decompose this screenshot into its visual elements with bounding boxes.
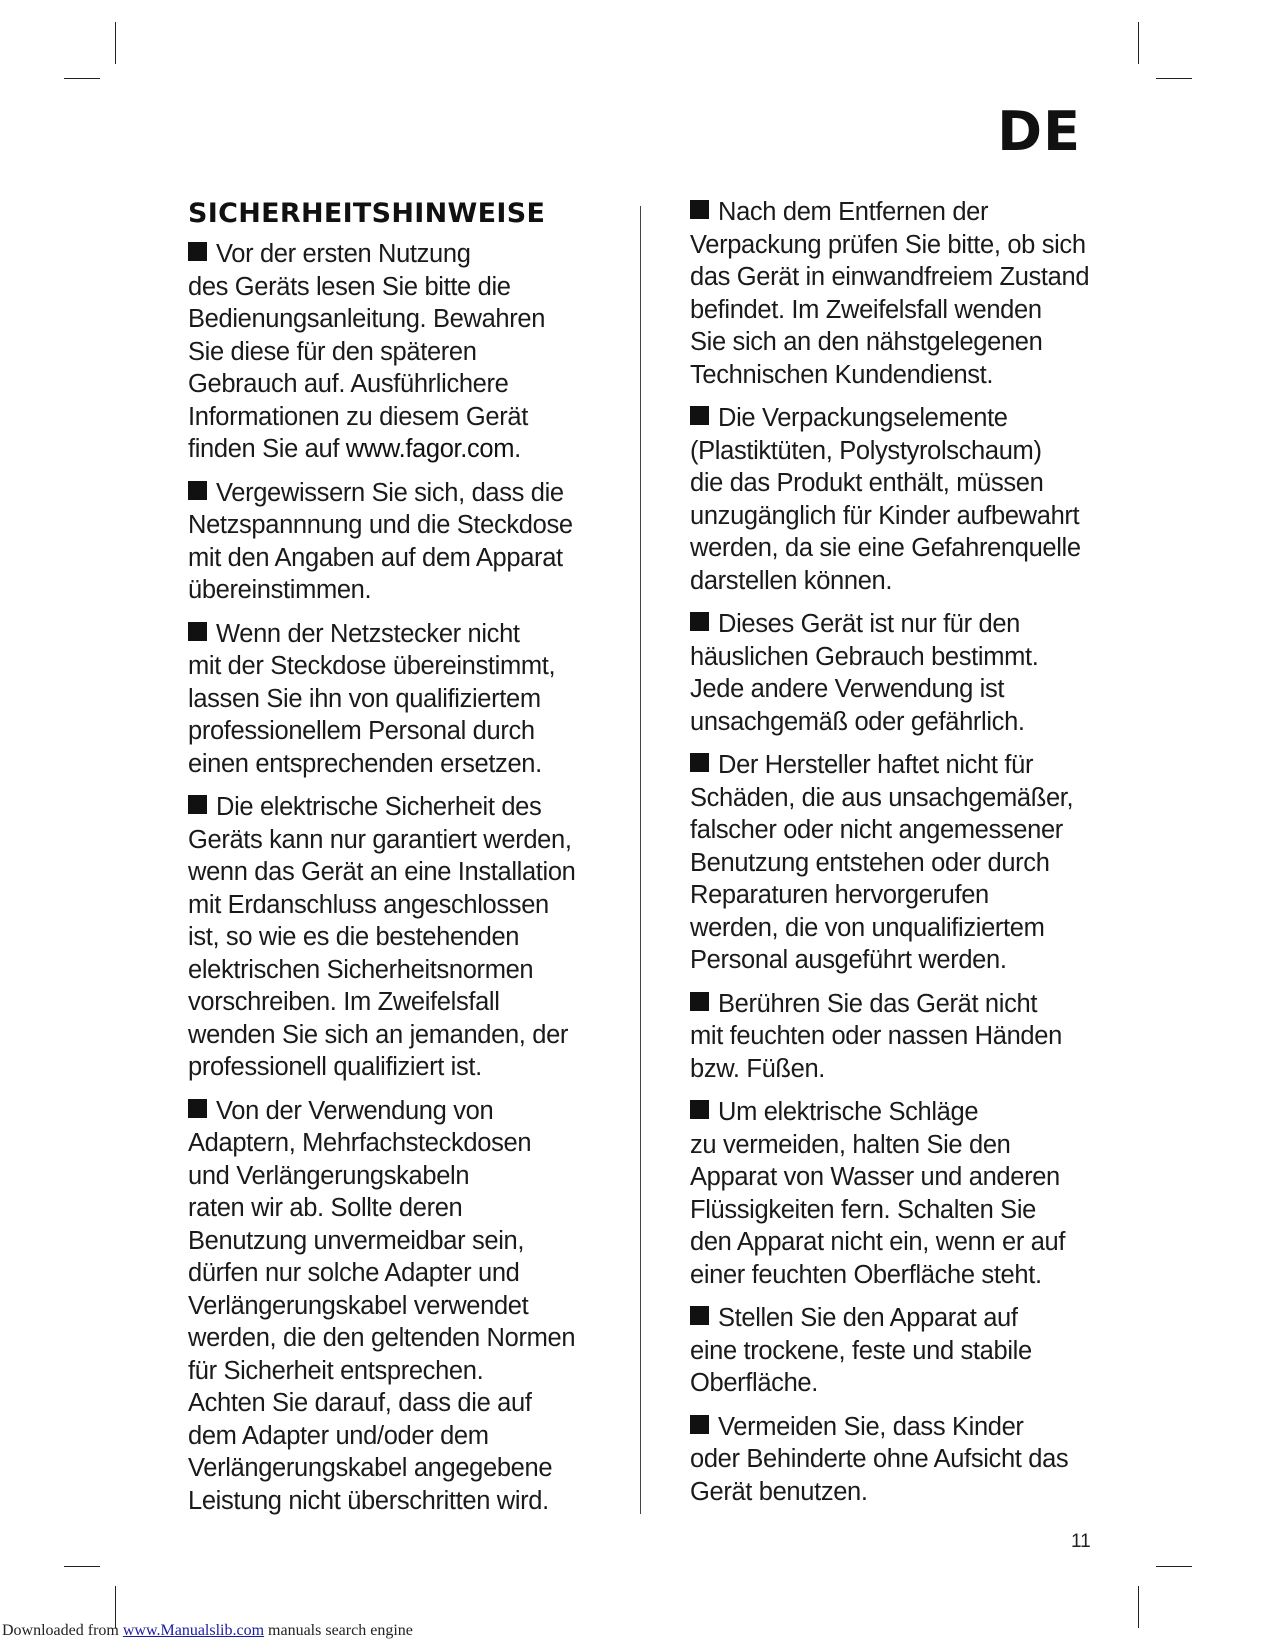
- instruction-line: Sie diese für den späteren: [188, 337, 477, 366]
- safety-instruction: [188, 791, 598, 1084]
- instruction-line: vorschreiben. Im Zweifelsfall: [188, 988, 500, 1016]
- instruction-line: Der Hersteller haftet nicht für: [718, 751, 1034, 779]
- instruction-line: Berühren Sie das Gerät nicht: [718, 989, 1038, 1018]
- instruction-line: raten wir ab. Sollte deren: [188, 1194, 463, 1222]
- safety-instruction: [188, 618, 598, 781]
- instruction-line: ist, so wie es die bestehenden: [188, 923, 520, 951]
- instruction-line: Sie sich an den nähstgelegenen: [690, 328, 1043, 356]
- right-column: [690, 196, 1100, 1519]
- square-bullet-icon: [188, 795, 207, 814]
- crop-mark-top-left-horizontal: [64, 78, 100, 79]
- instruction-line: Geräts kann nur garantiert werden,: [188, 825, 572, 854]
- instruction-line: elektrischen Sicherheitsnormen: [188, 955, 534, 984]
- instruction-line: den Apparat nicht ein, wenn er auf: [690, 1228, 1066, 1256]
- instruction-line: professionellem Personal durch: [188, 717, 535, 745]
- instruction-line: Bedienungsanleitung. Bewahren: [188, 305, 546, 333]
- crop-mark-top-right-vertical: [1138, 22, 1139, 64]
- crop-mark-top-left-vertical: [115, 22, 116, 64]
- safety-instruction: [690, 196, 1100, 391]
- safety-instruction: [690, 402, 1100, 597]
- crop-mark-bottom-left-horizontal: [64, 1566, 100, 1567]
- instruction-line: finden Sie auf: [188, 435, 346, 463]
- instruction-line: zu vermeiden, halten Sie den: [690, 1130, 1011, 1159]
- square-bullet-icon: [188, 481, 207, 500]
- instruction-line: das Gerät in einwandfreiem Zustand: [690, 263, 1090, 291]
- instruction-line: dürfen nur solche Adapter und: [188, 1259, 520, 1287]
- square-bullet-icon: [188, 242, 207, 261]
- website-link[interactable]: www.fagor.com: [345, 435, 515, 463]
- instruction-line: unzugänglich für Kinder aufbewahrt: [690, 501, 1080, 530]
- safety-instruction: [188, 238, 598, 466]
- instruction-line: Verlängerungskabel angegebene: [188, 1454, 553, 1482]
- instruction-line: Informationen zu diesem Gerät: [188, 402, 528, 431]
- instruction-line: Dieses Gerät ist nur für den: [718, 610, 1021, 638]
- instruction-line: mit Erdanschluss angeschlossen: [188, 890, 549, 919]
- instruction-line: befindet. Im Zweifelsfall wenden: [690, 295, 1042, 324]
- square-bullet-icon: [690, 406, 709, 425]
- instruction-line: Netzspannnung und die Steckdose: [188, 511, 573, 539]
- instruction-line: einen entsprechenden ersetzen.: [188, 749, 542, 778]
- safety-instruction: [690, 749, 1100, 977]
- instruction-line: Stellen Sie den Apparat auf: [718, 1304, 1018, 1332]
- instruction-line: Apparat von Wasser und anderen: [690, 1163, 1060, 1191]
- page-number: 11: [1071, 1531, 1091, 1552]
- instruction-line: Nach dem Entfernen der: [718, 198, 989, 226]
- square-bullet-icon: [690, 1306, 709, 1325]
- section-title: SICHERHEITSHINWEISE: [188, 198, 546, 229]
- instruction-line: mit der Steckdose übereinstimmt,: [188, 652, 556, 680]
- instruction-line: Vor der ersten Nutzung: [216, 240, 471, 268]
- instruction-line: (Plastiktüten, Polystyrolschaum): [690, 436, 1042, 465]
- square-bullet-icon: [188, 1099, 207, 1118]
- instruction-line: Adaptern, Mehrfachsteckdosen: [188, 1129, 532, 1157]
- safety-instruction: [188, 477, 598, 607]
- instruction-line: häuslichen Gebrauch bestimmt.: [690, 642, 1039, 671]
- safety-instruction: [690, 1411, 1100, 1509]
- download-footer: [2, 1622, 413, 1640]
- instruction-line: Verpackung prüfen Sie bitte, ob sich: [690, 230, 1086, 259]
- safety-instruction: [690, 1302, 1100, 1400]
- safety-instruction: [690, 1096, 1100, 1291]
- instruction-line: Technischen Kundendienst.: [690, 360, 994, 389]
- square-bullet-icon: [690, 992, 709, 1011]
- instruction-line: Oberfläche.: [690, 1369, 818, 1397]
- instruction-line: des Geräts lesen Sie bitte die: [188, 272, 511, 301]
- instruction-line: übereinstimmen.: [188, 576, 372, 604]
- instruction-line: und Verlängerungskabeln: [188, 1161, 470, 1190]
- instruction-punctuation: .: [514, 435, 521, 463]
- manualslib-link[interactable]: www.Manualslib.com: [122, 1622, 265, 1639]
- square-bullet-icon: [188, 622, 207, 641]
- instruction-line: Leistung nicht überschritten wird.: [188, 1486, 549, 1515]
- instruction-line: Achten Sie darauf, dass die auf: [188, 1389, 532, 1417]
- instruction-line: darstellen können.: [690, 566, 893, 595]
- crop-mark-bottom-right-vertical: [1138, 1586, 1139, 1628]
- instruction-line: eine trockene, feste und stabile: [690, 1336, 1032, 1365]
- footer-prefix: Downloaded from: [2, 1622, 123, 1639]
- instruction-line: Jede andere Verwendung ist: [690, 675, 1005, 703]
- square-bullet-icon: [690, 200, 709, 219]
- instruction-line: bzw. Füßen.: [690, 1054, 826, 1083]
- instruction-line: Personal ausgeführt werden.: [690, 946, 1007, 974]
- instruction-line: lassen Sie ihn von qualifiziertem: [188, 684, 541, 713]
- safety-instruction: [690, 608, 1100, 738]
- instruction-line: Reparaturen hervorgerufen: [690, 881, 989, 909]
- instruction-line: unsachgemäß oder gefährlich.: [690, 707, 1025, 736]
- instruction-line: einer feuchten Oberfläche steht.: [690, 1260, 1042, 1289]
- safety-instruction: [188, 1095, 598, 1518]
- square-bullet-icon: [690, 1100, 709, 1119]
- instruction-line: dem Adapter und/oder dem: [188, 1421, 489, 1450]
- crop-mark-bottom-right-horizontal: [1156, 1566, 1192, 1567]
- instruction-line: falscher oder nicht angemessener: [690, 816, 1063, 844]
- instruction-line: mit feuchten oder nassen Händen: [690, 1022, 1062, 1050]
- left-column: [188, 196, 598, 1528]
- instruction-line: Flüssigkeiten fern. Schalten Sie: [690, 1195, 1036, 1224]
- column-divider: [640, 206, 641, 1514]
- instruction-line: oder Behinderte ohne Aufsicht das: [690, 1445, 1069, 1473]
- instruction-line: Gerät benutzen.: [690, 1477, 868, 1506]
- instruction-line: Um elektrische Schläge: [718, 1098, 979, 1126]
- instruction-line: werden, die den geltenden Normen: [188, 1324, 576, 1352]
- instruction-line: Schäden, die aus unsachgemäßer,: [690, 783, 1074, 812]
- language-tag: DE: [997, 100, 1081, 163]
- safety-instruction: [690, 988, 1100, 1086]
- instruction-line: Von der Verwendung von: [216, 1096, 494, 1125]
- instruction-line: Benutzung entstehen oder durch: [690, 848, 1050, 877]
- footer-suffix: manuals search engine: [264, 1622, 413, 1639]
- instruction-line: Benutzung unvermeidbar sein,: [188, 1226, 525, 1255]
- instruction-line: mit den Angaben auf dem Apparat: [188, 543, 563, 572]
- instruction-line: Gebrauch auf. Ausführlichere: [188, 370, 509, 398]
- instruction-line: für Sicherheit entsprechen.: [188, 1356, 484, 1385]
- square-bullet-icon: [690, 1415, 709, 1434]
- instruction-line: Die elektrische Sicherheit des: [216, 793, 542, 821]
- square-bullet-icon: [690, 753, 709, 772]
- instruction-line: Vermeiden Sie, dass Kinder: [718, 1412, 1024, 1441]
- instruction-line: wenn das Gerät an eine Installation: [188, 858, 576, 886]
- instruction-line: wenden Sie sich an jemanden, der: [188, 1020, 569, 1049]
- instruction-line: Vergewissern Sie sich, dass die: [216, 478, 564, 507]
- square-bullet-icon: [690, 612, 709, 631]
- instruction-line: die das Produkt enthält, müssen: [690, 469, 1044, 497]
- instruction-line: professionell qualifiziert ist.: [188, 1053, 482, 1081]
- instruction-line: werden, die von unqualifiziertem: [690, 913, 1045, 942]
- crop-mark-top-right-horizontal: [1156, 78, 1192, 79]
- instruction-line: Die Verpackungselemente: [718, 404, 1008, 432]
- instruction-line: werden, da sie eine Gefahrenquelle: [690, 534, 1081, 562]
- instruction-line: Verlängerungskabel verwendet: [188, 1291, 529, 1320]
- instruction-line: Wenn der Netzstecker nicht: [216, 619, 520, 648]
